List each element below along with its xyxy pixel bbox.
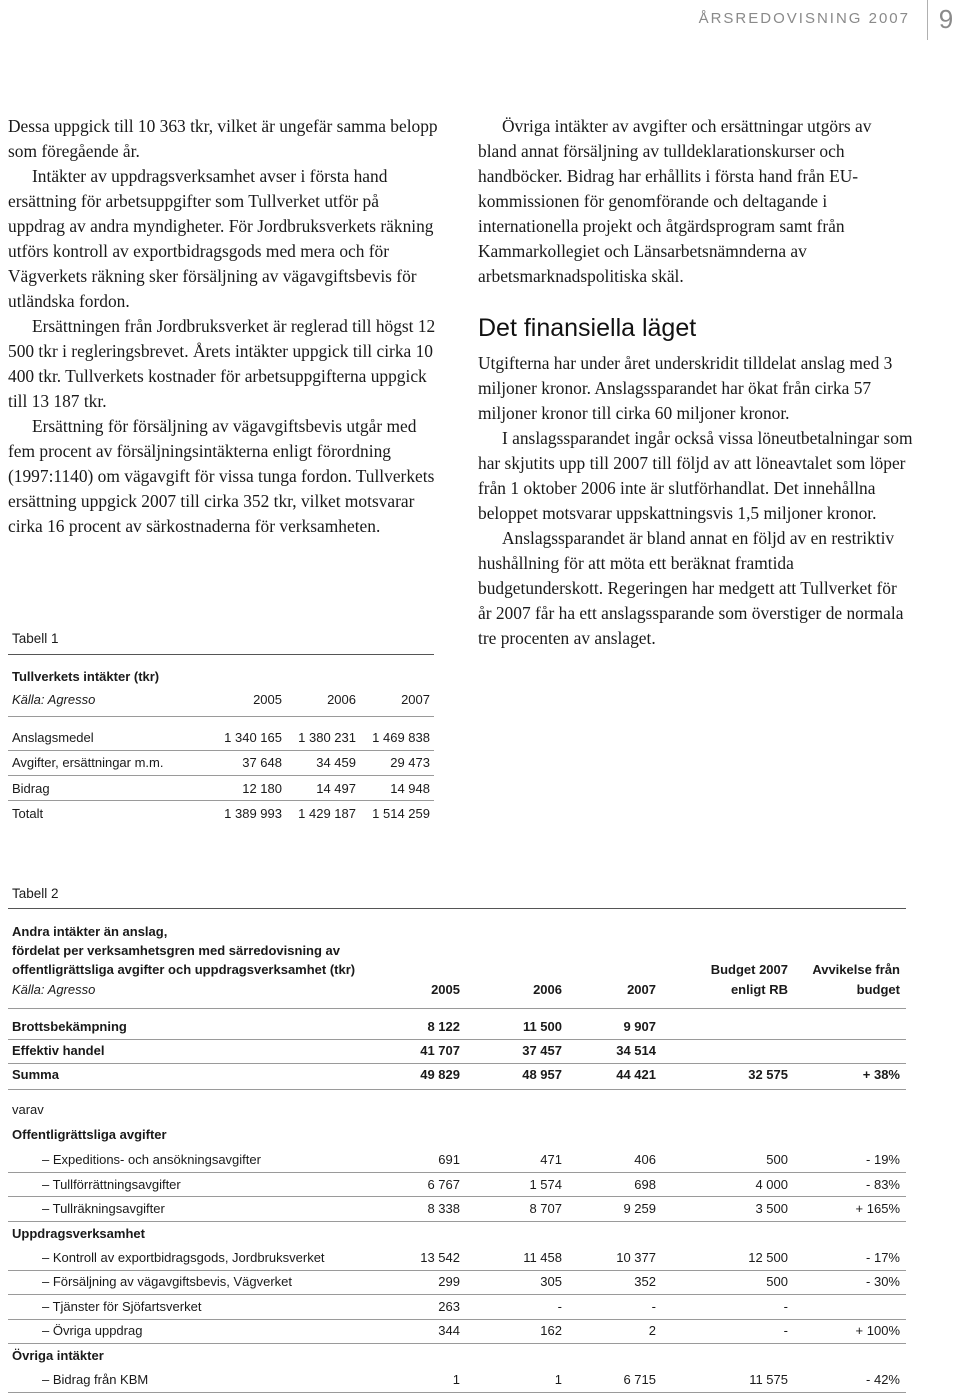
table2-rule	[8, 1172, 906, 1173]
table-row	[8, 806, 434, 826]
paragraph: Övriga intäkter av avgifter och ersättningar utgörs av bland annat försäljning av tulldeklarationskurser och handböcker. Bidrag har erhållits i första hand från EU-kommissionen för genomförande och deltagande i internationella projekt och åtgärdsprogram samt från Kammarkollegiet och Länsarbetsnämnderna av arbetsmarknadspolitiska skäl.	[478, 116, 872, 286]
running-header: ÅRSREDOVISNING 2007	[698, 10, 910, 27]
cell: 1 574	[529, 1177, 562, 1192]
row-label: – Övriga uppdrag	[42, 1323, 143, 1338]
cell: 263	[438, 1299, 460, 1314]
cell: + 100%	[855, 1323, 900, 1338]
table-row	[8, 781, 434, 801]
table-row	[8, 1201, 906, 1221]
table2-rule	[8, 1196, 906, 1197]
cell: 14 497	[316, 781, 356, 796]
table2-col-header: Budget 2007	[710, 962, 788, 977]
table2-header-row	[8, 962, 906, 982]
paragraph: Dessa uppgick till 10 363 tkr, vilket är ungefär samma belopp som föregående år.	[8, 116, 438, 161]
table1-top-rule	[8, 654, 434, 655]
row-label: Avgifter, ersättningar m.m.	[12, 755, 164, 770]
table2-rule	[8, 1392, 906, 1393]
cell: 305	[540, 1274, 562, 1289]
table-group-heading	[8, 1127, 906, 1147]
cell: 32 575	[748, 1067, 788, 1082]
table2-header-row	[8, 982, 906, 1002]
cell: 691	[438, 1152, 460, 1167]
table1-header-row	[8, 692, 434, 712]
cell: 34 459	[316, 755, 356, 770]
cell: 698	[634, 1177, 656, 1192]
row-label: Brottsbekämpning	[12, 1019, 127, 1034]
table-row	[8, 1043, 906, 1063]
cell: -	[557, 1299, 562, 1314]
cell: 1 389 993	[224, 806, 282, 821]
table-row	[8, 1250, 906, 1270]
table2-rule	[8, 1089, 906, 1090]
cell: - 30%	[866, 1274, 900, 1289]
table-group-heading	[8, 1226, 906, 1246]
cell: 44 421	[616, 1067, 656, 1082]
row-label: – Kontroll av exportbidragsgods, Jordbruksverket	[42, 1250, 325, 1265]
row-label: Effektiv handel	[12, 1043, 105, 1058]
cell: 1 429 187	[298, 806, 356, 821]
cell: + 38%	[862, 1067, 900, 1082]
cell: 1 340 165	[224, 730, 282, 745]
row-label: varav	[12, 1102, 44, 1117]
table2-rule	[8, 1270, 906, 1271]
row-label: – Bidrag från KBM	[42, 1372, 149, 1387]
table-row	[8, 1323, 906, 1343]
table2-label: Tabell 2	[12, 886, 59, 901]
cell: 3 500	[755, 1201, 788, 1216]
cell: 49 829	[420, 1067, 460, 1082]
table2-top-rule	[8, 908, 906, 909]
table-row	[8, 1102, 906, 1122]
table1-rule	[8, 716, 434, 717]
table1-rule	[8, 750, 434, 751]
row-label: Totalt	[12, 806, 44, 821]
cell: 1	[554, 1372, 562, 1387]
left-text-column	[8, 114, 438, 539]
cell: - 19%	[866, 1152, 900, 1167]
row-label: – Expeditions- och ansökningsavgifter	[42, 1152, 261, 1167]
cell: -	[783, 1299, 788, 1314]
table2-title-line: Andra intäkter än anslag,	[12, 924, 168, 939]
table2-col-header: budget	[856, 982, 900, 997]
cell: 14 948	[390, 781, 430, 796]
cell: - 17%	[866, 1250, 900, 1265]
cell: 1 380 231	[298, 730, 356, 745]
group-heading: Offentligrättsliga avgifter	[12, 1127, 167, 1142]
row-label: Summa	[12, 1067, 59, 1082]
paragraph: Utgifterna har under året underskridit tilldelat anslag med 3 miljoner kronor. Anslagssparandet har ökat från cirka 57 miljoner kronor till cirka 60 miljoner kronor.	[478, 353, 893, 423]
table1-rule	[8, 775, 434, 776]
cell: 406	[634, 1152, 656, 1167]
table-row	[8, 1299, 906, 1319]
right-text-column	[478, 114, 914, 651]
table2-rule	[8, 1343, 906, 1344]
cell: 37 648	[242, 755, 282, 770]
cell: + 165%	[855, 1201, 900, 1216]
row-label: Bidrag	[12, 781, 50, 796]
table2-col-header: 2005	[431, 982, 460, 997]
table2-col-header: 2007	[627, 982, 656, 997]
paragraph: Ersättning för försäljning av vägavgiftsbevis utgår med fem procent av försäljningsintäkterna enligt förordning (1997:1140) om vägavgift för vissa tunga fordon. Tullverkets ersättning uppgick 2007 till cirka 352 tkr, vilket motsvarar cirka 16 procent av särkostnaderna för verksamheten.	[8, 416, 435, 536]
cell: 2	[648, 1323, 656, 1338]
paragraph: Anslagssparandet är bland annat en följd av en restriktiv hushållning för att möta ett beräknat framtida budgetunderskott. Regeringen har medgett att Tullverket för år 2007 får ha ett anslagssparande som överstiger de normala tre procenten av anslaget.	[478, 528, 904, 648]
cell: 11 500	[522, 1019, 562, 1034]
cell: 6 715	[623, 1372, 656, 1387]
table2-rule	[8, 1063, 906, 1064]
table-row	[8, 755, 434, 775]
cell: 344	[438, 1323, 460, 1338]
row-label: – Tjänster för Sjöfartsverket	[42, 1299, 202, 1314]
cell: 13 542	[420, 1250, 460, 1265]
table2-title-line: fördelat per verksamhetsgren med särredovisning av	[12, 943, 341, 958]
cell: 29 473	[390, 755, 430, 770]
cell: -	[651, 1299, 656, 1314]
table-row	[8, 1019, 906, 1039]
cell: 34 514	[616, 1043, 656, 1058]
header-divider	[927, 0, 928, 40]
table2-title-line: offentligrättsliga avgifter och uppdragsverksamhet (tkr)	[12, 962, 356, 977]
table1-source: Källa: Agresso	[12, 692, 96, 707]
paragraph: Ersättningen från Jordbruksverket är reglerad till högst 12 500 tkr i regleringsbrevet. Årets intäkter uppgick till cirka 10 400 tkr. Tullverkets kostnader för arbetsuppgifterna uppgick till 13 187 tkr.	[8, 316, 436, 411]
cell: 8 122	[427, 1019, 460, 1034]
row-label: Anslagsmedel	[12, 730, 94, 745]
table2-source: Källa: Agresso	[12, 982, 96, 997]
cell: 162	[540, 1323, 562, 1338]
cell: 48 957	[522, 1067, 562, 1082]
table2-col-header: enligt RB	[730, 982, 788, 997]
cell: 9 259	[623, 1201, 656, 1216]
cell: 8 338	[427, 1201, 460, 1216]
cell: 471	[540, 1152, 562, 1167]
group-heading: Uppdragsverksamhet	[12, 1226, 145, 1241]
table1-year: 2007	[401, 692, 430, 707]
cell: -	[783, 1323, 788, 1338]
paragraph: Intäkter av uppdragsverksamhet avser i första hand ersättning för arbetsuppgifter som Tullverket utför på uppdrag av andra myndigheter. För Jordbruksverkets räkning utförs kontroll av exportbidragsgods med mera och för Vägverkets räkning sker försäljning av vägavgiftsbevis för utländska fordon.	[8, 166, 434, 311]
row-label: – Tullräkningsavgifter	[42, 1201, 165, 1216]
paragraph: I anslagssparandet ingår också vissa löneutbetalningar som har skjutits upp till 2007 till följd av att löneavtalet som löper från 1 oktober 2006 inte är slutförhandlat. Det innehållna beloppet motsvarar uppskattningsvis 1,5 miljoner kronor.	[478, 428, 913, 523]
cell: 10 377	[616, 1250, 656, 1265]
group-heading: Övriga intäkter	[12, 1348, 104, 1363]
cell: 9 907	[623, 1019, 656, 1034]
row-label: – Försäljning av vägavgiftsbevis, Vägverket	[42, 1274, 293, 1289]
table-row	[8, 1067, 906, 1087]
cell: 299	[438, 1274, 460, 1289]
table-row	[8, 1152, 906, 1172]
cell: 1 469 838	[372, 730, 430, 745]
table-row	[8, 1177, 906, 1197]
cell: 11 458	[523, 1250, 562, 1265]
cell: - 42%	[866, 1372, 900, 1387]
cell: 41 707	[420, 1043, 460, 1058]
cell: 37 457	[522, 1043, 562, 1058]
cell: 12 500	[748, 1250, 788, 1265]
cell: 6 767	[427, 1177, 460, 1192]
table2-rule	[8, 1008, 906, 1009]
table-row	[8, 1274, 906, 1294]
cell: 1 514 259	[372, 806, 430, 821]
table-row	[8, 1372, 906, 1392]
table1-rule	[8, 800, 434, 801]
table1-year: 2006	[327, 692, 356, 707]
table2-col-header: 2006	[533, 982, 562, 997]
table1-label: Tabell 1	[12, 631, 59, 646]
table2-rule	[8, 1039, 906, 1040]
cell: 500	[766, 1152, 788, 1167]
table2-col-header: Avvikelse från	[812, 962, 900, 977]
cell: - 83%	[866, 1177, 900, 1192]
table-group-heading	[8, 1348, 906, 1368]
cell: 4 000	[755, 1177, 788, 1192]
page-number: 9	[938, 4, 954, 34]
section-heading: Det finansiella läget	[478, 314, 697, 342]
table2-rule	[8, 1294, 906, 1295]
cell: 8 707	[529, 1201, 562, 1216]
cell: 1	[452, 1372, 460, 1387]
table1-year: 2005	[253, 692, 282, 707]
table-row	[8, 730, 434, 750]
table1-title: Tullverkets intäkter (tkr)	[12, 669, 160, 684]
cell: 12 180	[242, 781, 282, 796]
cell: 11 575	[749, 1372, 788, 1387]
cell: 500	[766, 1274, 788, 1289]
cell: 352	[634, 1274, 656, 1289]
table2-rule	[8, 1319, 906, 1320]
row-label: – Tullförrättningsavgifter	[42, 1177, 181, 1192]
table2-rule	[8, 1221, 906, 1222]
